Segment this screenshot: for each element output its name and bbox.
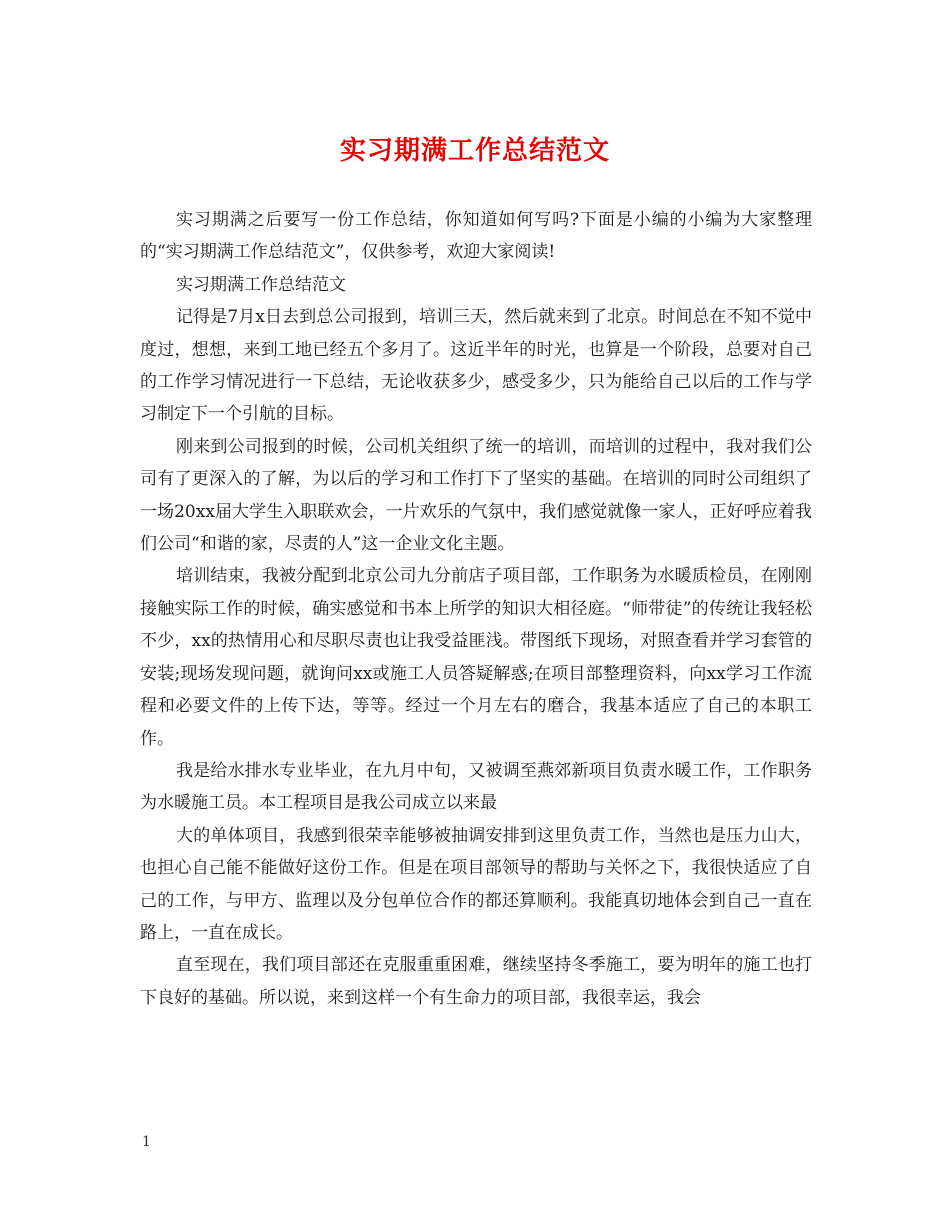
paragraph-body: 我是给水排水专业毕业，在九月中旬，又被调至燕郊新项目负责水暖工作，工作职务为水暖施工员。本工程项目是我公司成立以来最 [140,760,812,814]
paragraph-body: 刚来到公司报到的时候，公司机关组织了统一的培训，而培训的过程中，我对我们公司有了更深入的了解，为以后的学习和工作打下了坚实的基础。在培训的同时公司组织了一场20xx届大学生入职联欢会，一片欢乐的气氛中，我们感觉就像一家人，正好呼应着我们公司“和谐的家，尽责的人”这一企业文化主题。 [140,436,812,555]
page-number: 1 [142,1134,151,1150]
page-title: 实习期满工作总结范文 [339,136,610,166]
document-body [140,204,812,1014]
paragraph-body: 记得是7月x日去到总公司报到，培训三天，然后就来到了北京。时间总在不知不觉中度过，想想，来到工地已经五个多月了。这近半年的时光，也算是一个阶段，总要对自己的工作学习情况进行一下总结，无论收获多少，感受多少，只为能给自己以后的工作与学习制定下一个引航的目标。 [140,307,812,425]
paragraph-subtitle: 实习期满工作总结范文 [176,274,346,295]
paragraph-body: 直至现在，我们项目部还在克服重重困难，继续坚持冬季施工，要为明年的施工也打下良好的基础。所以说，来到这样一个有生命力的项目部，我很幸运，我会 [140,955,812,1008]
paragraph-body: 大的单体项目，我感到很荣幸能够被抽调安排到这里负责工作，当然也是压力山大，也担心自己能不能做好这份工作。但是在项目部领导的帮助与关怀之下，我很快适应了自己的工作，与甲方、监理以及分包单位合作的都还算顺利。我能真切地体会到自己一直在路上，一直在成长。 [140,825,812,943]
paragraph-intro: 实习期满之后要写一份工作总结，你知道如何写吗?下面是小编的小编为大家整理的“实习期满工作总结范文”，仅供参考，欢迎大家阅读! [140,210,812,263]
paragraph-body: 培训结束，我被分配到北京公司九分前店子项目部，工作职务为水暖质检员，在刚刚接触实际工作的时候，确实感觉和书本上所学的知识大相径庭。“师带徒”的传统让我轻松不少，xx的热情用心和尽职尽责也让我受益匪浅。带图纸下现场，对照查看并学习套管的安装;现场发现问题，就询问xx或施工人员答疑解惑;在项目部整理资料，向xx学习工作流程和必要文件的上传下达，等等。经过一个月左右的磨合，我基本适应了自己的本职工作。 [140,566,812,749]
